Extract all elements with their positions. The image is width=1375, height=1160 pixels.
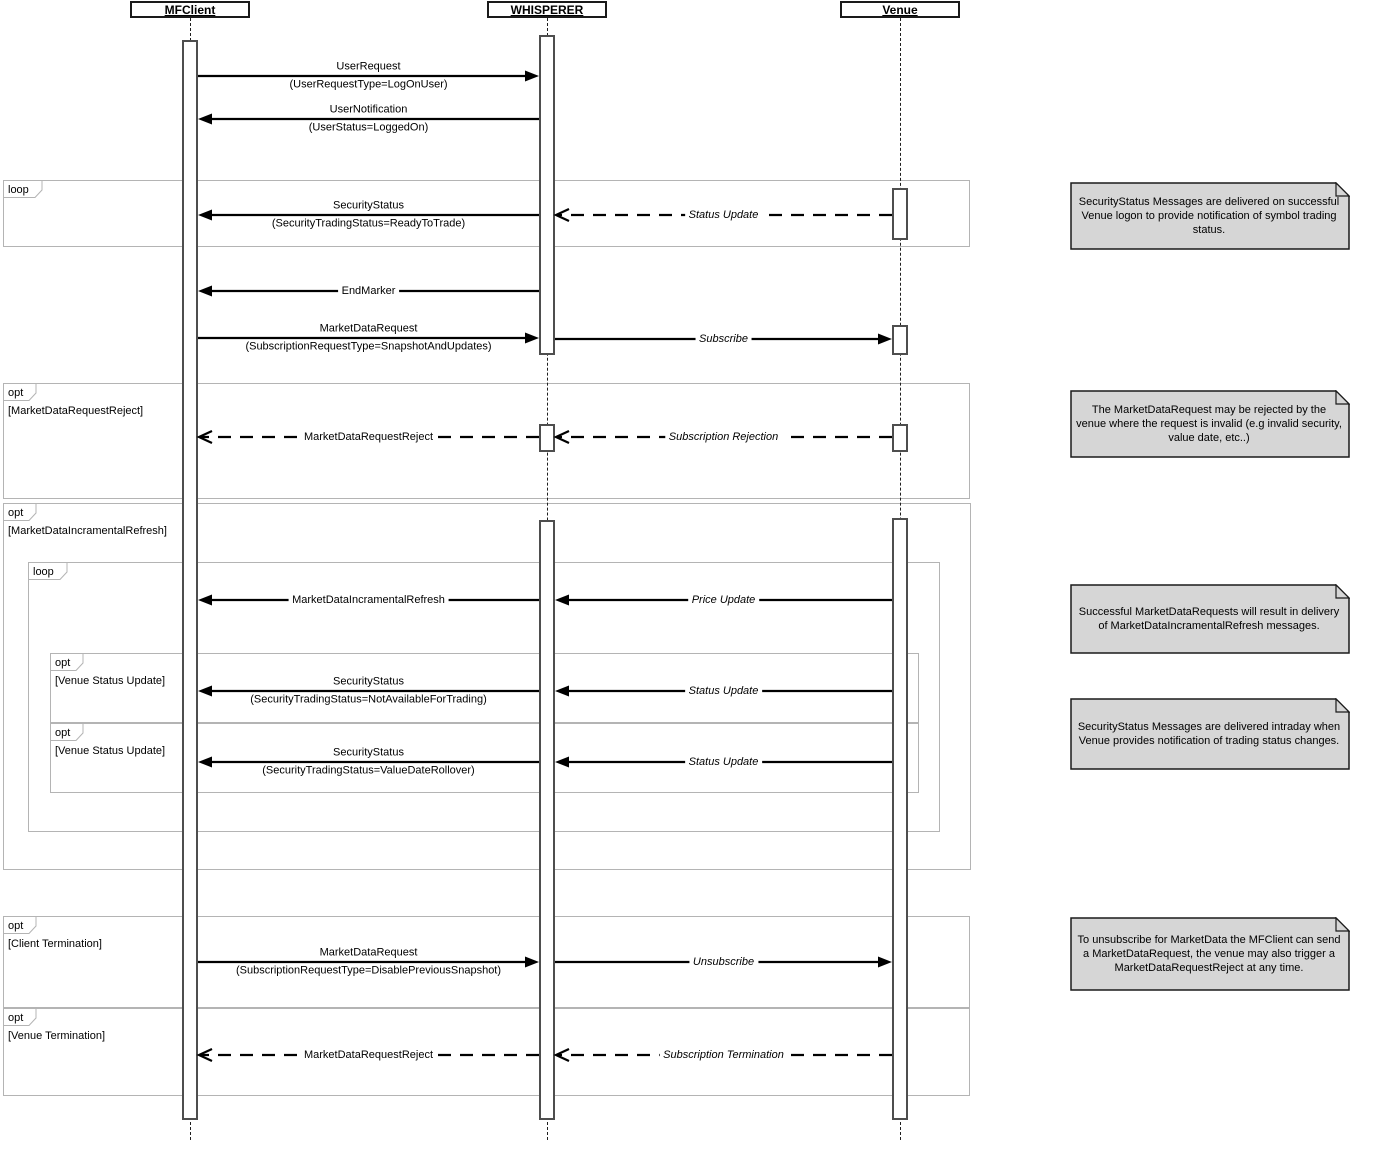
- frame-guard: [MarketDataIncramentalRefresh]: [8, 525, 167, 537]
- message-label-line: (SecurityTradingStatus=ValueDateRollover): [262, 764, 475, 777]
- message-label-line: Subscription Rejection: [668, 431, 779, 443]
- frame-operator-label: opt: [8, 507, 24, 519]
- message-label-line: MarketDataRequestReject: [303, 1049, 434, 1061]
- message-label: [250, 677, 487, 706]
- actor-label: WHISPERER: [510, 3, 584, 17]
- frame-guard: [Venue Termination]: [8, 1030, 106, 1042]
- message-label: [288, 594, 449, 606]
- message-label-line: MarketDataRequestReject: [303, 431, 434, 443]
- frame-operator-tab: [50, 653, 84, 671]
- message-label: [685, 209, 763, 221]
- message-label-line: (SubscriptionRequestType=SnapshotAndUpdates): [245, 340, 492, 353]
- message-label-line: (SecurityTradingStatus=ReadyToTrade): [271, 217, 466, 230]
- message-label: [685, 685, 763, 697]
- frame-operator-label: opt: [55, 657, 71, 669]
- frame-guard: [Venue Status Update]: [55, 675, 166, 687]
- message-label-line: UserNotification: [329, 103, 408, 116]
- frame-operator-label: loop: [8, 184, 29, 196]
- message-label: [695, 333, 752, 345]
- message-label: [272, 201, 465, 230]
- activation-bar-venue: [892, 518, 908, 1120]
- frame-operator-tab: [3, 180, 43, 198]
- message-label: [300, 1049, 437, 1061]
- frame-guard: [Venue Status Update]: [55, 745, 166, 757]
- message-label-line: (UserRequestType=LogOnUser): [289, 78, 448, 91]
- note-text: The MarketDataRequest may be rejected by the venue where the request is invalid (e.g invalid security, value date, etc..): [1076, 404, 1342, 444]
- note: [1070, 917, 1350, 991]
- message-label-line: SecurityStatus: [333, 199, 404, 212]
- message-label-line: Status Update: [688, 209, 759, 221]
- message-label-line: (SubscriptionRequestType=DisablePreviousSnapshot): [235, 964, 502, 977]
- frame-operator-label: opt: [8, 920, 24, 932]
- actor-label: MFClient: [164, 3, 216, 17]
- note-text: SecurityStatus Messages are delivered on successful Venue logon to provide notification of symbol trading status.: [1078, 196, 1340, 236]
- actor-label: Venue: [882, 3, 918, 17]
- activation-bar-whisperer: [539, 424, 555, 452]
- message-label-line: Status Update: [688, 685, 759, 697]
- message-label-line: MarketDataRequest: [319, 946, 418, 959]
- frame-operator-tab: [50, 723, 84, 741]
- message-label-line: (SecurityTradingStatus=NotAvailableForTrading): [250, 693, 487, 706]
- activation-bar-venue: [892, 424, 908, 452]
- actor-header-mfclient: [130, 1, 250, 18]
- activation-bar-whisperer: [539, 520, 555, 1120]
- message-label: [262, 748, 474, 777]
- activation-bar-venue: [892, 325, 908, 355]
- message-label-line: SecurityStatus: [333, 746, 404, 759]
- message-label-line: MarketDataIncramentalRefresh: [292, 594, 445, 606]
- message-label-line: Status Update: [688, 756, 759, 768]
- message-label: [689, 956, 758, 968]
- activation-bar-whisperer: [539, 35, 555, 355]
- message-label-line: EndMarker: [341, 285, 396, 297]
- frame-operator-tab: [3, 916, 37, 934]
- note: [1070, 698, 1350, 770]
- message-label: [665, 431, 782, 443]
- message-label-line: (UserStatus=LoggedOn): [308, 121, 429, 134]
- frame-operator-tab: [3, 503, 37, 521]
- message-label-line: Subscribe: [699, 333, 748, 345]
- message-label: [688, 594, 760, 606]
- message-label: [245, 324, 491, 353]
- message-label-line: Price Update: [691, 594, 756, 606]
- frame-operator-label: loop: [33, 566, 54, 578]
- note: [1070, 182, 1350, 250]
- actor-header-venue: [840, 1, 960, 18]
- message-label: [338, 285, 400, 297]
- frame-operator-tab: [28, 562, 68, 580]
- message-label-line: Unsubscribe: [692, 956, 755, 968]
- message-label: [300, 431, 437, 443]
- note: [1070, 584, 1350, 654]
- frame-operator-tab: [3, 383, 37, 401]
- message-label: [289, 62, 447, 91]
- message-label: [309, 105, 429, 134]
- actor-header-whisperer: [487, 1, 607, 18]
- note-text: To unsubscribe for MarketData the MFClient can send a MarketDataRequest, the venue may also trigger a MarketDataRequestReject at any time.: [1077, 934, 1341, 974]
- frame-guard: [Client Termination]: [8, 938, 102, 950]
- frame-operator-tab: [3, 1008, 37, 1026]
- message-label: [685, 756, 763, 768]
- message-label: [236, 948, 501, 977]
- note: [1070, 390, 1350, 458]
- frame-operator-label: opt: [55, 727, 71, 739]
- activation-bar-venue: [892, 188, 908, 240]
- frame-guard: [MarketDataRequestReject]: [8, 405, 144, 417]
- message-label: [659, 1049, 788, 1061]
- message-label-line: SecurityStatus: [333, 675, 404, 688]
- activation-bar-mfclient: [182, 40, 198, 1120]
- frame-operator-label: opt: [8, 387, 24, 399]
- message-label-line: UserRequest: [336, 60, 401, 73]
- note-text: SecurityStatus Messages are delivered intraday when Venue provides notification of trading status changes.: [1077, 721, 1341, 747]
- note-text: Successful MarketDataRequests will result in delivery of MarketDataIncramentalRefresh messages.: [1078, 606, 1340, 632]
- message-label-line: MarketDataRequest: [319, 322, 418, 335]
- message-label-line: Subscription Termination: [663, 1049, 784, 1061]
- frame-operator-label: opt: [8, 1012, 24, 1024]
